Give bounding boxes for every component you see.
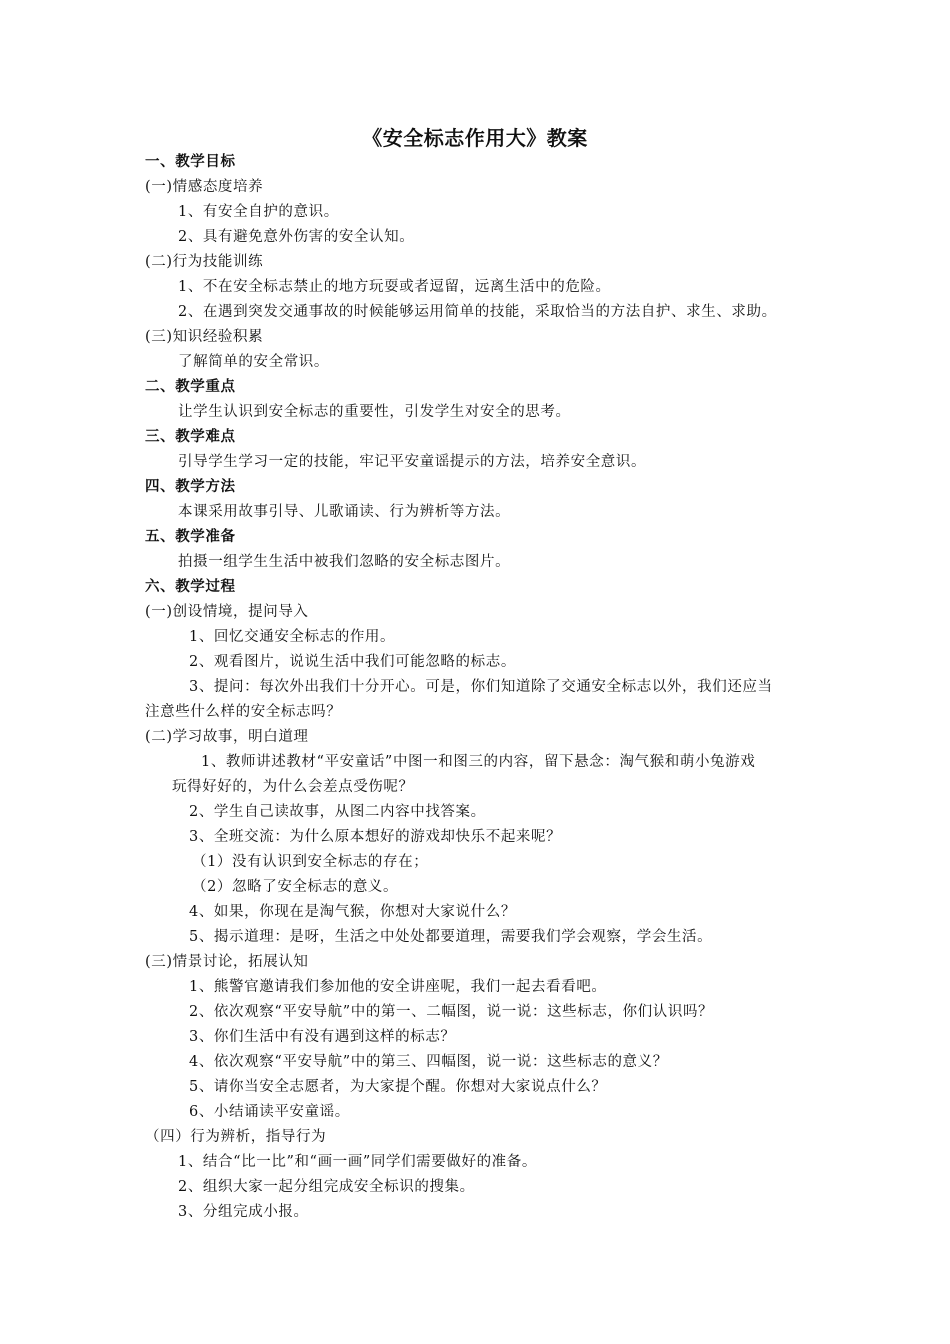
text-line: 5、揭示道理：是呀，生活之中处处都要道理，需要我们学会观察，学会生活。 xyxy=(189,929,713,945)
text-line: 2、依次观察“平安导航”中的第一、二幅图，说一说：这些标志，你们认识吗？ xyxy=(189,1004,714,1020)
text-line: 注意些什么样的安全标志吗？ xyxy=(145,704,342,720)
text-line: 引导学生学习一定的技能，牢记平安童谣提示的方法，培养安全意识。 xyxy=(178,454,647,470)
text-line: （四）行为辨析，指导行为 xyxy=(145,1129,327,1145)
text-line: 2、组织大家一起分组完成安全标识的搜集。 xyxy=(178,1179,475,1195)
text-line: (三)知识经验积累 xyxy=(145,329,264,345)
text-line: 4、依次观察“平安导航”中的第三、四幅图，说一说：这些标志的意义？ xyxy=(189,1054,668,1070)
section-heading: 四、教学方法 xyxy=(145,479,236,495)
text-line: 3、全班交流：为什么原本想好的游戏却快乐不起来呢？ xyxy=(189,829,562,845)
text-line: 3、你们生活中有没有遇到这样的标志？ xyxy=(189,1029,456,1045)
text-line: 了解简单的安全常识。 xyxy=(178,354,329,370)
text-line: 6、小结诵读平安童谣。 xyxy=(189,1104,350,1120)
text-line: (一)情感态度培养 xyxy=(145,179,264,195)
text-line: （2）忽略了安全标志的意义。 xyxy=(192,879,399,895)
text-line: (二)行为技能训练 xyxy=(145,254,264,270)
text-line: 1、教师讲述教材“平安童话”中图一和图三的内容，留下悬念：淘气猴和萌小兔游戏 xyxy=(201,754,756,770)
text-line: 2、具有避免意外伤害的安全认知。 xyxy=(178,229,415,245)
text-line: (一)创设情境，提问导入 xyxy=(145,604,309,620)
text-line: 1、熊警官邀请我们参加他的安全讲座呢，我们一起去看看吧。 xyxy=(189,979,607,995)
section-heading: 三、教学难点 xyxy=(145,429,236,445)
section-heading: 六、教学过程 xyxy=(145,579,236,595)
text-line: 1、结合“比一比”和“画一画”同学们需要做好的准备。 xyxy=(178,1154,537,1170)
text-line: (三)情景讨论，拓展认知 xyxy=(145,954,309,970)
text-line: 玩得好好的，为什么会差点受伤呢？ xyxy=(172,779,414,795)
text-line: 1、不在安全标志禁止的地方玩耍或者逗留，远离生活中的危险。 xyxy=(178,279,611,295)
text-line: 5、请你当安全志愿者，为大家提个醒。你想对大家说点什么？ xyxy=(189,1079,607,1095)
text-line: 2、观看图片，说说生活中我们可能忽略的标志。 xyxy=(189,654,516,670)
section-heading: 二、教学重点 xyxy=(145,379,236,395)
text-line: 拍摄一组学生生活中被我们忽略的安全标志图片。 xyxy=(178,554,511,570)
text-line: 1、回忆交通安全标志的作用。 xyxy=(189,629,396,645)
text-line: 1、有安全自护的意识。 xyxy=(178,204,339,220)
document-title: 《安全标志作用大》教案 xyxy=(362,126,588,150)
text-line: 本课采用故事引导、儿歌诵读、行为辨析等方法。 xyxy=(178,504,511,520)
text-line: 3、分组完成小报。 xyxy=(178,1204,309,1220)
text-line: (二)学习故事，明白道理 xyxy=(145,729,309,745)
text-line: 2、在遇到突发交通事故的时候能够运用简单的技能，采取恰当的方法自护、求生、求助。 xyxy=(178,304,777,320)
section-heading: 五、教学准备 xyxy=(145,529,236,545)
section-heading: 一、教学目标 xyxy=(145,154,236,170)
text-line: 4、如果，你现在是淘气猴，你想对大家说什么？ xyxy=(189,904,516,920)
text-line: 3、提问：每次外出我们十分开心。可是，你们知道除了交通安全标志以外，我们还应当 xyxy=(189,679,773,695)
text-line: （1）没有认识到安全标志的存在； xyxy=(192,854,429,870)
text-line: 让学生认识到安全标志的重要性，引发学生对安全的思考。 xyxy=(178,404,571,420)
text-line: 2、学生自己读故事，从图二内容中找答案。 xyxy=(189,804,486,820)
